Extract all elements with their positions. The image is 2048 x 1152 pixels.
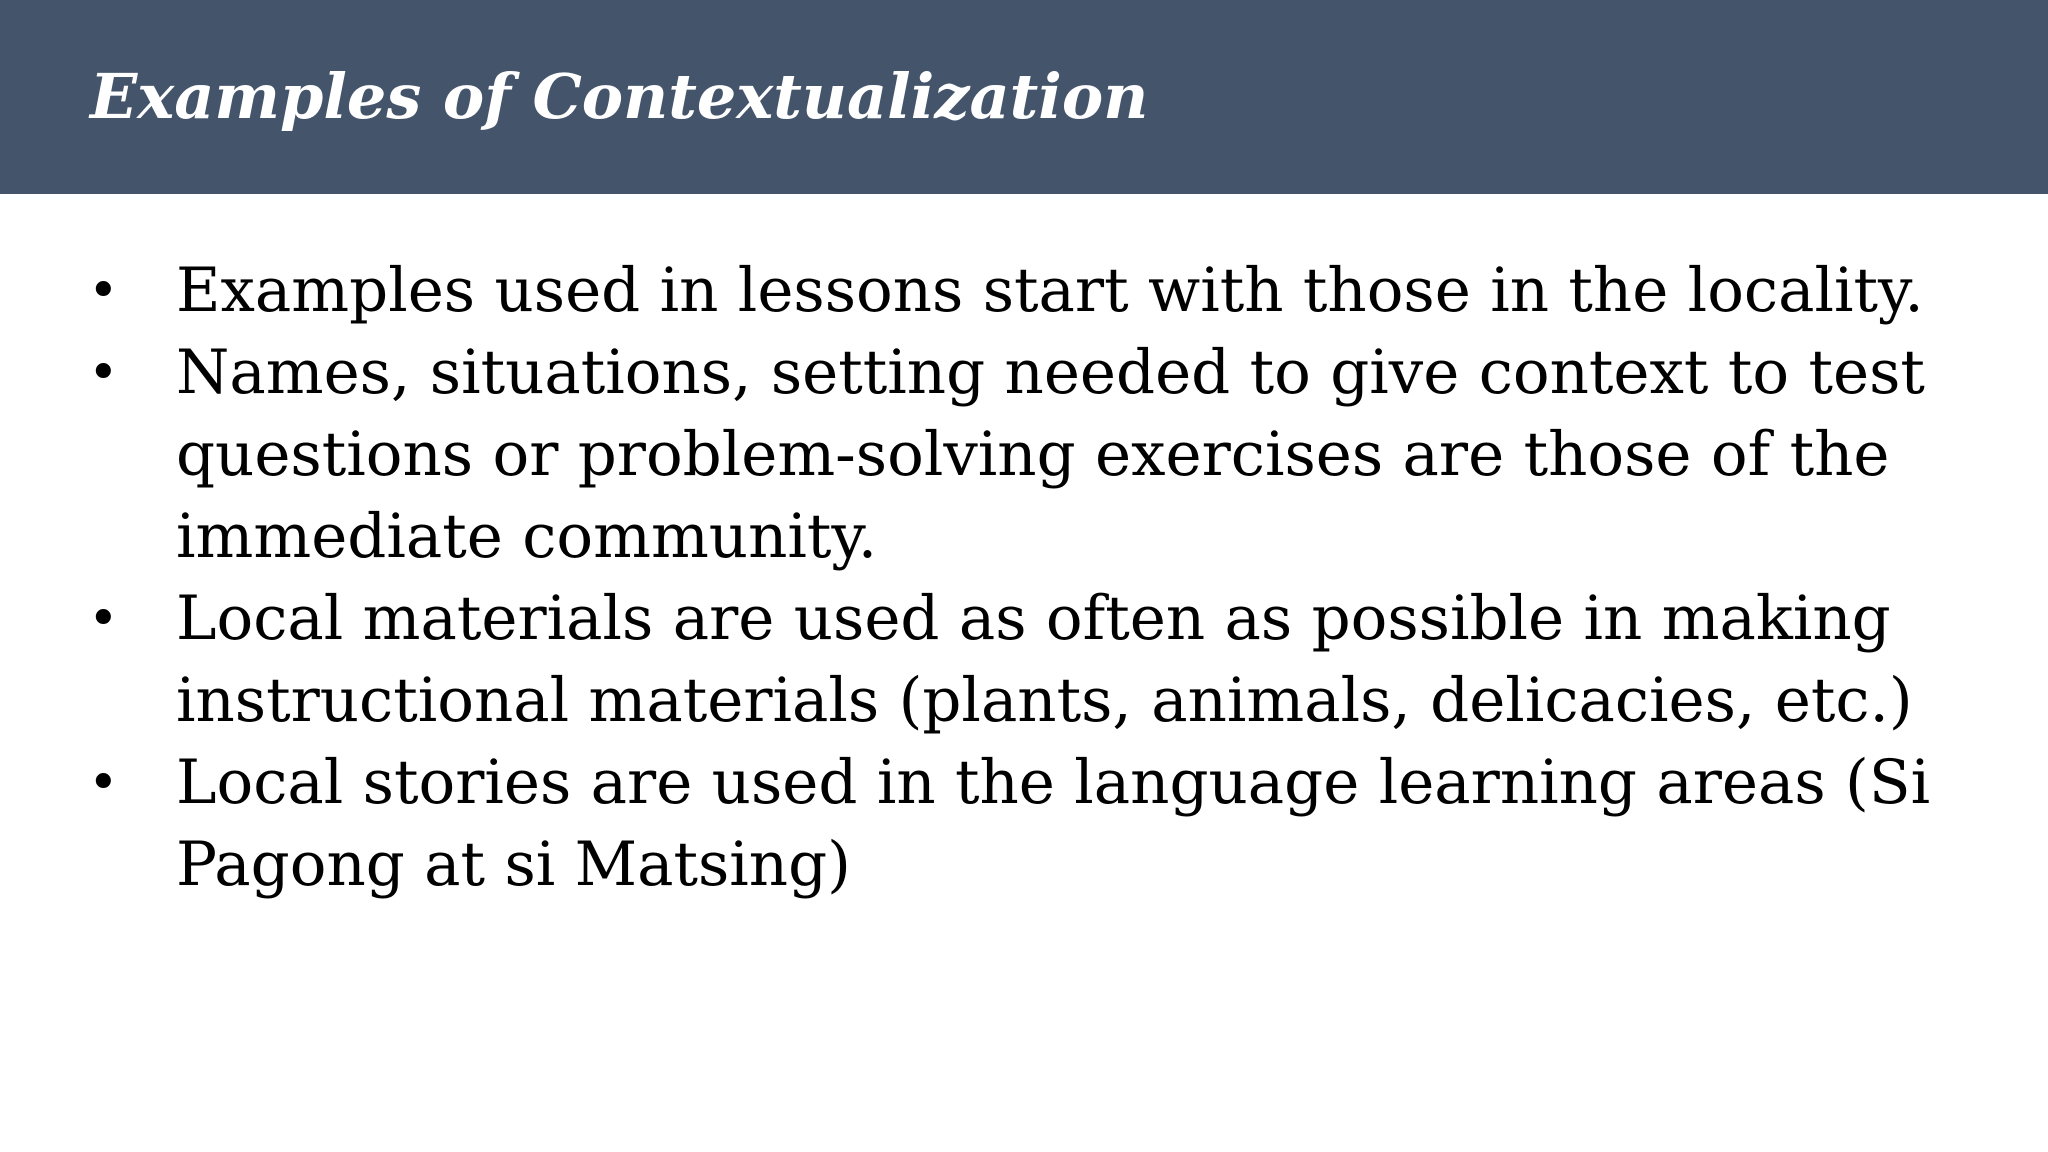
bullet-dot-icon: • <box>88 343 119 403</box>
title-bar <box>0 0 2048 194</box>
bullet-item <box>0 578 2048 742</box>
bullet-item <box>0 250 2048 332</box>
bullet-text: Local materials are used as often as possible in making instructional materials (plants, animals, delicacies, etc.) <box>176 583 1913 736</box>
bullet-item <box>0 742 2048 906</box>
bullet-dot-icon: • <box>88 589 119 649</box>
bullet-dot-icon: • <box>88 753 119 813</box>
bullet-text: Names, situations, setting needed to give context to test questions or problem-solving exercises are those of the immediate community. <box>176 337 1925 572</box>
bullet-list <box>0 250 2048 906</box>
bullet-item <box>0 332 2048 578</box>
bullet-text: Examples used in lessons start with those in the locality. <box>176 255 1924 326</box>
bullet-text: Local stories are used in the language learning areas (Si Pagong at si Matsing) <box>176 747 1931 900</box>
slide-title: Examples of Contextualization <box>90 60 1149 133</box>
bullet-dot-icon: • <box>88 261 119 321</box>
